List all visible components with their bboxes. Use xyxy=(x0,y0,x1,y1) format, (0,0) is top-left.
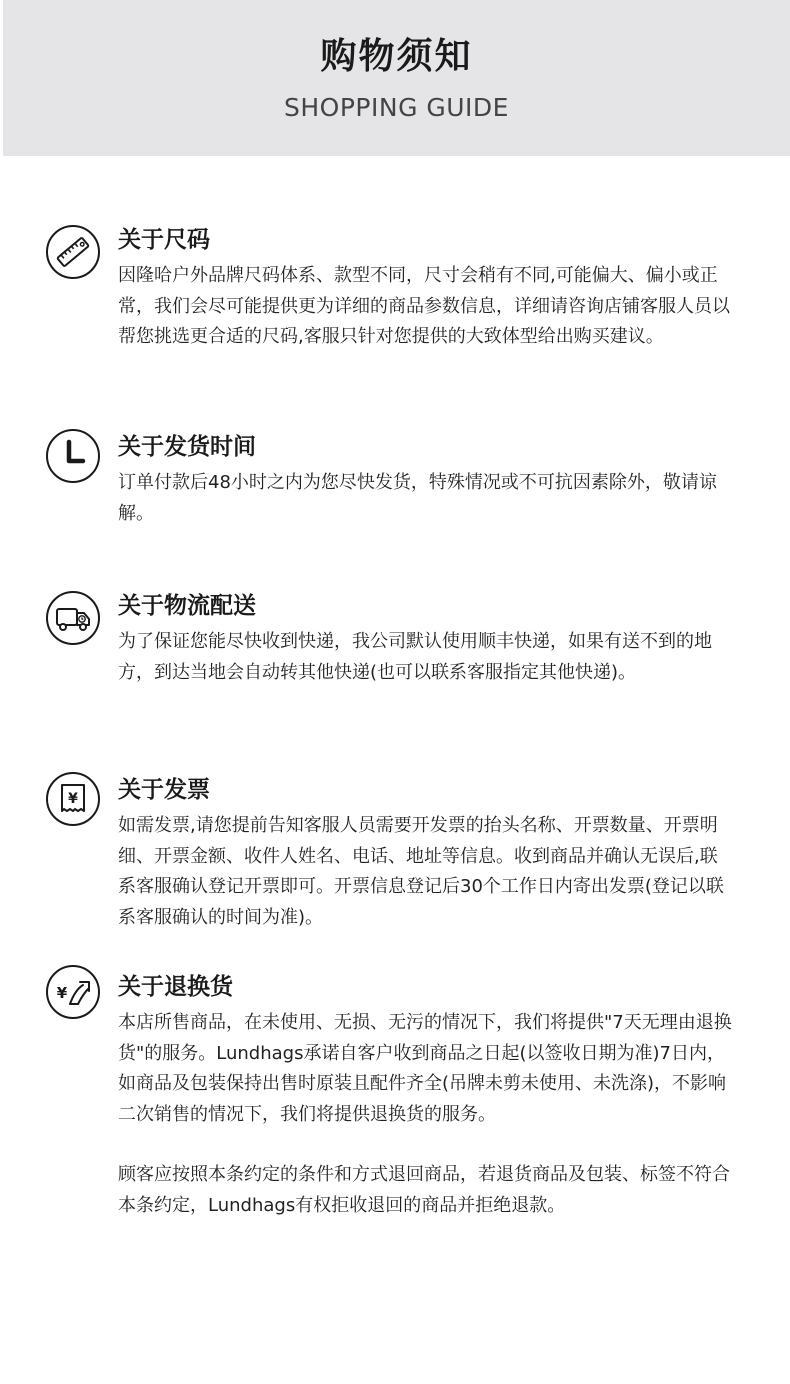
section-body xyxy=(118,627,732,688)
ruler-icon xyxy=(45,224,101,280)
section-title: 关于尺码 xyxy=(118,227,210,253)
section-paragraph: 订单付款后48小时之内为您尽快发货，特殊情况或不可抗因素除外，敬请谅解。 xyxy=(118,472,717,524)
section-body xyxy=(118,468,732,529)
svg-text:¥: ¥ xyxy=(68,791,78,807)
invoice-receipt-icon xyxy=(45,771,101,827)
section-paragraph: 顾客应按照本条约定的条件和方式退回商品，若退货商品及包装、标签不符合本条约定，Lundhags有权拒收退回的商品并拒绝退款。 xyxy=(118,1164,730,1216)
section-paragraph: 为了保证您能尽快收到快递，我公司默认使用顺丰快递，如果有送不到的地方，到达当地会自动转其他快递(也可以联系客服指定其他快递)。 xyxy=(118,631,712,683)
section-paragraph: 本店所售商品，在未使用、无损、无污的情况下，我们将提供"7天无理由退换货"的服务。Lundhags承诺自客户收到商品之日起(以签收日期为准)7日内，如商品及包装保持出售时原装且配件齐全(吊牌未剪未使用、未洗涤)，不影响二次销售的情况下，我们将提供退换货的服务。 xyxy=(118,1012,732,1125)
section-body xyxy=(118,1008,732,1221)
section-title: 关于物流配送 xyxy=(118,593,256,619)
section-paragraph: 因隆哈户外品牌尺码体系、款型不同，尺寸会稍有不同,可能偏大、偏小或正常，我们会尽可能提供更为详细的商品参数信息，详细请咨询店铺客服人员以帮您挑选更合适的尺码,客服只针对您提供的大致体型给出购买建议。 xyxy=(118,265,730,347)
yen-return-icon xyxy=(45,964,101,1020)
section-title: 关于发票 xyxy=(118,777,210,803)
section-title: 关于发货时间 xyxy=(118,434,256,460)
section-body xyxy=(118,811,732,933)
section-title: 关于退换货 xyxy=(118,974,233,1000)
delivery-truck-icon xyxy=(45,590,101,646)
section-paragraph: 如需发票,请您提前告知客服人员需要开发票的抬头名称、开票数量、开票明细、开票金额、收件人姓名、电话、地址等信息。收到商品并确认无误后,联系客服确认登记开票即可。开票信息登记后30个工作日内寄出发票(登记以联系客服确认的时间为准)。 xyxy=(118,815,724,928)
page-header xyxy=(3,0,790,156)
page-title: 购物须知 xyxy=(320,36,473,77)
section-body xyxy=(118,261,732,353)
clock-icon xyxy=(45,428,101,484)
page-subtitle: SHOPPING GUIDE xyxy=(284,93,509,122)
svg-text:¥: ¥ xyxy=(56,984,68,1002)
